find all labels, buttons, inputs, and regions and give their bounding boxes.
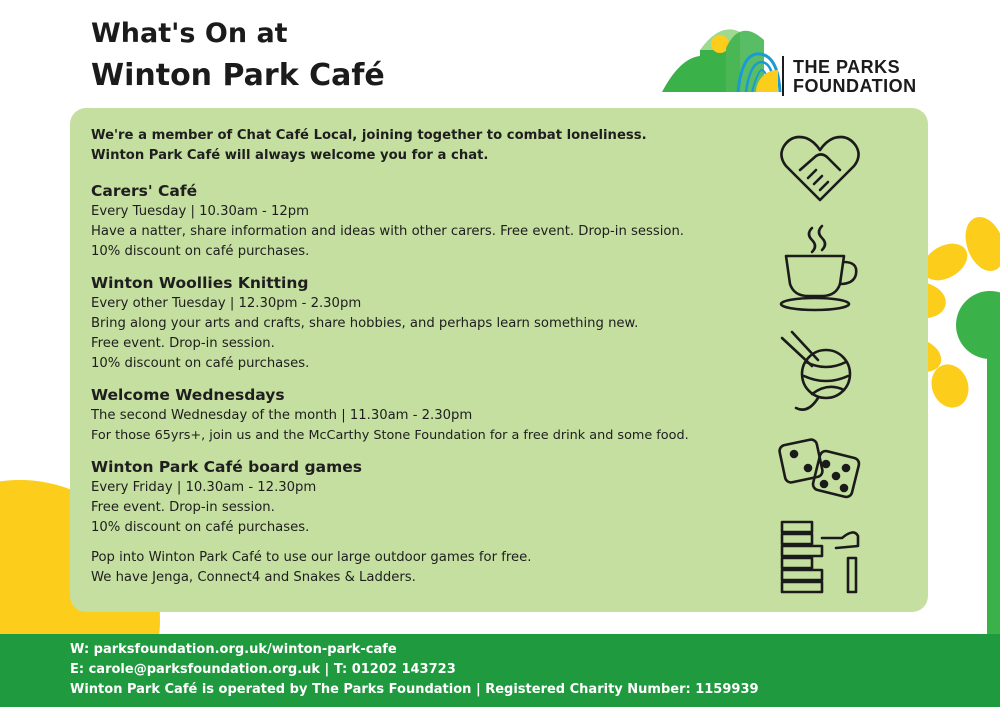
yarn-ball-icon <box>782 332 850 410</box>
jenga-tower-icon <box>782 522 858 592</box>
footer-charity: Winton Park Café is operated by The Parks Foundation | Registered Charity Number: 1159939 <box>70 682 759 697</box>
intro-line: Winton Park Café will always welcome you for a chat. <box>91 148 489 163</box>
event-title: Carers' Café <box>91 182 198 200</box>
intro-text <box>91 126 781 166</box>
event-line: Free event. Drop-in session. <box>91 500 275 515</box>
event-icons <box>778 128 864 603</box>
intro-line: We're a member of Chat Café Local, joining together to combat loneliness. <box>91 128 647 143</box>
event-line: Every Friday | 10.30am - 12.30pm <box>91 480 317 495</box>
event-welcome-wednesdays <box>91 384 781 446</box>
page-title-line1: What's On at <box>91 18 288 49</box>
event-line: Bring along your arts and crafts, share hobbies, and perhaps learn something new. <box>91 316 639 331</box>
event-board-games <box>91 456 781 538</box>
events-content <box>91 126 781 588</box>
event-title: Winton Woollies Knitting <box>91 274 309 292</box>
event-line: Every Tuesday | 10.30am - 12pm <box>91 204 309 219</box>
footer-website-link[interactable]: W: parksfoundation.org.uk/winton-park-cafe <box>70 642 397 657</box>
event-line: For those 65yrs+, join us and the McCarthy Stone Foundation for a free drink and some food. <box>91 428 689 443</box>
event-line: 10% discount on café purchases. <box>91 356 310 371</box>
green-stem <box>987 330 1000 640</box>
page-title-line2: Winton Park Café <box>91 58 385 93</box>
footer-contact[interactable]: E: carole@parksfoundation.org.uk | T: 01202 143723 <box>70 662 456 677</box>
event-line: Every other Tuesday | 12.30pm - 2.30pm <box>91 296 362 311</box>
logo-text-line2: FOUNDATION <box>793 76 917 96</box>
event-carers-cafe <box>91 180 781 262</box>
event-knitting <box>91 272 781 374</box>
heart-handshake-icon <box>781 137 858 200</box>
outro-line: We have Jenga, Connect4 and Snakes & Ladders. <box>91 570 416 585</box>
event-line: 10% discount on café purchases. <box>91 244 310 259</box>
event-title: Winton Park Café board games <box>91 458 362 476</box>
coffee-cup-icon <box>781 226 856 310</box>
event-title: Welcome Wednesdays <box>91 386 285 404</box>
outro-text <box>91 548 781 588</box>
footer <box>0 634 1000 707</box>
logo-text <box>793 58 917 96</box>
event-line: The second Wednesday of the month | 11.30am - 2.30pm <box>91 408 473 423</box>
event-line: Have a natter, share information and ideas with other carers. Free event. Drop-in session. <box>91 224 684 239</box>
dice-icon <box>778 438 860 498</box>
logo-divider <box>782 56 784 96</box>
yellow-petal <box>959 212 1000 277</box>
logo-text-line1: THE PARKS <box>793 57 901 77</box>
event-line: Free event. Drop-in session. <box>91 336 275 351</box>
outro-line: Pop into Winton Park Café to use our large outdoor games for free. <box>91 550 532 565</box>
event-line: 10% discount on café purchases. <box>91 520 310 535</box>
